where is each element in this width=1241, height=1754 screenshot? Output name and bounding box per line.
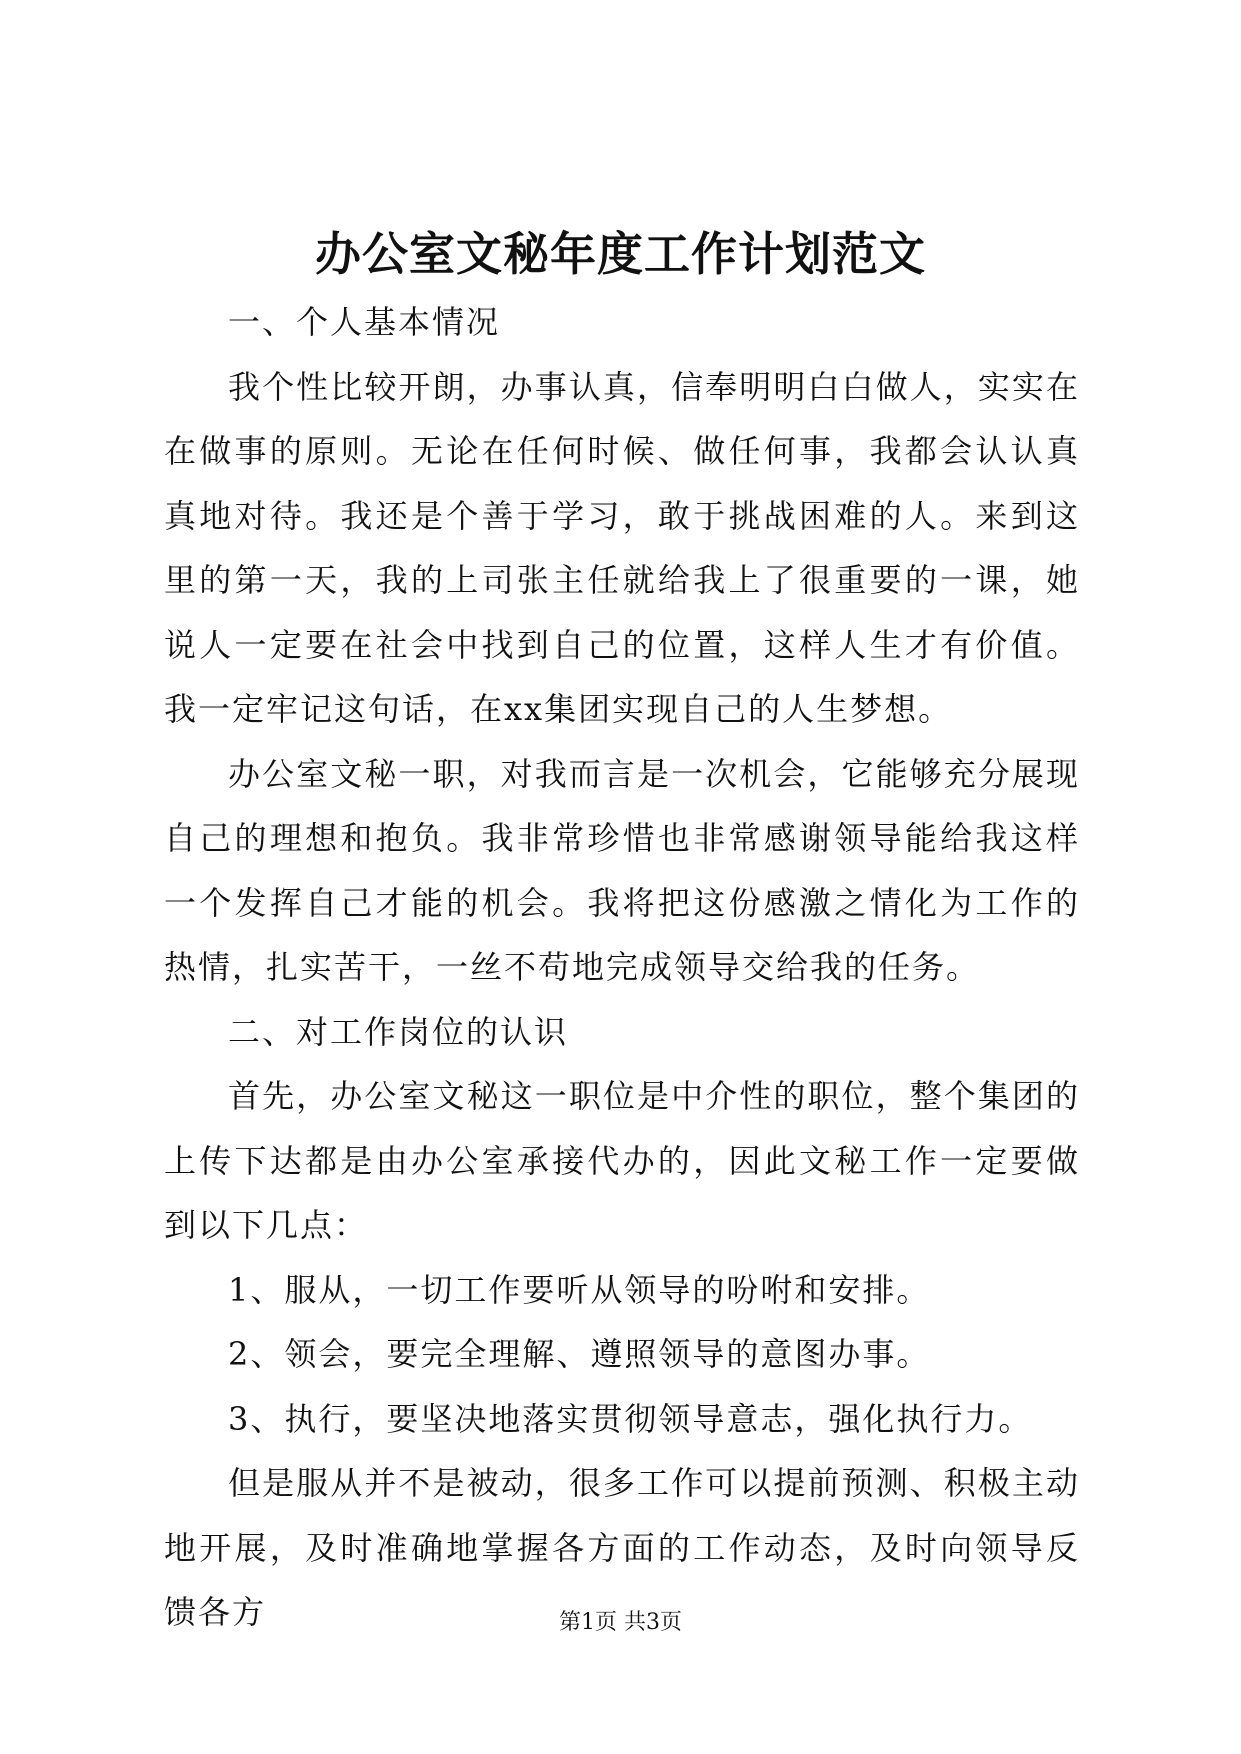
paragraph-opportunity: 办公室文秘一职，对我而言是一次机会，它能够充分展现自己的理想和抱负。我非常珍惜也非常感谢领导能给我这样一个发挥自己才能的机会。我将把这份感激之情化为工作的热情，扎实苦干，一丝不苟地完成领导交给我的任务。 (164, 754, 1080, 986)
document-title: 办公室文秘年度工作计划范文 (315, 227, 926, 281)
list-item-obey: 1、服从，一切工作要听从领导的吩咐和安排。 (228, 1270, 931, 1309)
paragraph-proactive: 但是服从并不是被动，很多工作可以提前预测、积极主动地开展，及时准确地掌握各方面的工作动态，及时向领导反馈各方 (164, 1464, 1080, 1631)
list-item-execute: 3、执行，要坚决地落实贯彻领导意志，强化执行力。 (228, 1399, 1033, 1438)
section-heading-personal-info: 一、个人基本情况 (228, 303, 501, 341)
paragraph-intermediary-role: 首先，办公室文秘这一职位是中介性的职位，整个集团的上传下达都是由办公室承接代办的，因此文秘工作一定要做到以下几点： (164, 1077, 1080, 1244)
paragraph-personality: 我个性比较开朗，办事认真，信奉明明白白做人，实实在在做事的原则。无论在任何时候、做任何事，我都会认认真真地对待。我还是个善于学习，敢于挑战困难的人。来到这里的第一天，我的上司张主任就给我上了很重要的一课，她说人一定要在社会中找到自己的位置，这样人生才有价值。我一定牢记这句话，在xx集团实现自己的人生梦想。 (164, 367, 1080, 728)
page-number-footer: 第1页 共3页 (559, 1610, 682, 1635)
document-body (164, 290, 1080, 1645)
section-heading-job-understanding: 二、对工作岗位的认识 (228, 1012, 569, 1051)
list-item-understand: 2、领会，要完全理解、遵照领导的意图办事。 (228, 1335, 931, 1373)
